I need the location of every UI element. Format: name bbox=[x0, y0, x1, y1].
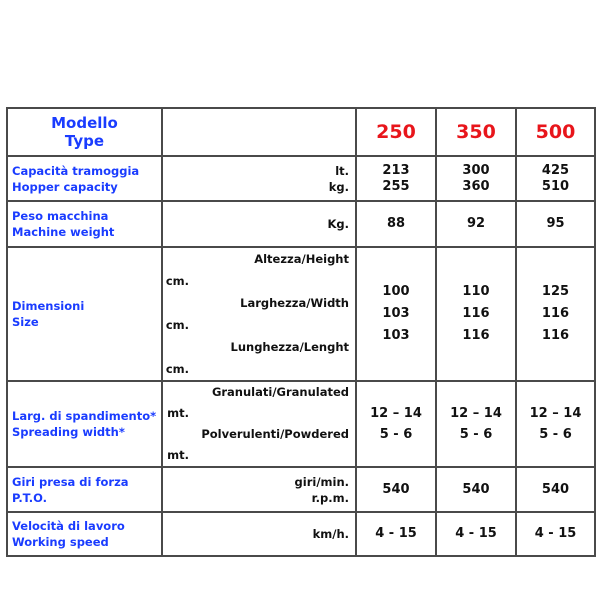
capacity-250 bbox=[356, 156, 436, 201]
spreading-500 bbox=[516, 381, 595, 467]
speed-350: 4 - 15 bbox=[436, 512, 516, 556]
capacity-250-lt: 213 bbox=[382, 162, 410, 178]
model-header-cell bbox=[7, 108, 162, 156]
dimensions-500-height: 125 bbox=[541, 284, 570, 299]
dimension-length bbox=[163, 336, 349, 380]
speed-250: 4 - 15 bbox=[356, 512, 436, 556]
speed-label bbox=[7, 512, 162, 556]
dimension-height-name: Altezza/Height bbox=[254, 252, 349, 266]
dimensions-350 bbox=[436, 247, 516, 381]
spreading-250-granulated: 12 – 14 bbox=[370, 406, 422, 421]
speed-label-en: Working speed bbox=[12, 535, 109, 549]
spreading-granulated-name: Granulati/Granulated bbox=[211, 385, 349, 399]
dimensions-250-length: 103 bbox=[382, 328, 410, 343]
capacity-units bbox=[162, 156, 356, 201]
spreading-350 bbox=[436, 381, 516, 467]
spreading-row bbox=[7, 381, 595, 467]
spreading-350-powdered: 5 - 6 bbox=[459, 427, 493, 442]
dimensions-350-length: 116 bbox=[462, 328, 490, 343]
dimensions-label-it: Dimensioni bbox=[12, 299, 85, 313]
model-label-en: Type bbox=[64, 132, 105, 150]
weight-row bbox=[7, 201, 595, 247]
capacity-500-kg: 510 bbox=[541, 178, 570, 194]
model-label-it: Modello bbox=[51, 114, 118, 132]
weight-label bbox=[7, 201, 162, 247]
capacity-500-lt: 425 bbox=[541, 162, 570, 178]
pto-label-it: Giri presa di forza bbox=[12, 474, 129, 489]
spreading-label-it: Larg. di spandimento* bbox=[12, 409, 157, 423]
speed-unit: km/h. bbox=[162, 512, 356, 556]
spreading-500-granulated: 12 – 14 bbox=[529, 406, 582, 421]
capacity-500 bbox=[516, 156, 595, 201]
pto-350: 540 bbox=[436, 467, 516, 512]
spreading-granulated bbox=[163, 382, 349, 424]
spreading-granulated-unit: mt. bbox=[167, 406, 189, 420]
speed-row bbox=[7, 512, 595, 556]
pto-row bbox=[7, 467, 595, 512]
pto-label-en: P.T.O. bbox=[12, 490, 48, 505]
spreading-powdered bbox=[163, 424, 349, 466]
dimensions-500-width: 116 bbox=[541, 306, 570, 321]
pto-label bbox=[7, 467, 162, 512]
spreading-250-powdered: 5 - 6 bbox=[379, 427, 413, 442]
dimensions-250-height: 100 bbox=[382, 284, 410, 299]
weight-label-it: Peso macchina bbox=[12, 209, 109, 223]
capacity-350-kg: 360 bbox=[462, 178, 490, 194]
capacity-label-it: Capacità tramoggia bbox=[12, 163, 140, 178]
dimension-length-name: Lunghezza/Lenght bbox=[230, 340, 349, 354]
weight-500: 95 bbox=[516, 201, 595, 247]
dimension-length-unit: cm. bbox=[165, 362, 189, 376]
dimension-height bbox=[163, 248, 349, 292]
dimension-width bbox=[163, 292, 349, 336]
spreading-label-en: Spreading width* bbox=[12, 425, 125, 439]
header-row bbox=[7, 108, 595, 156]
model-350: 350 bbox=[436, 108, 516, 156]
capacity-row bbox=[7, 156, 595, 201]
spreading-powdered-unit: mt. bbox=[167, 448, 189, 462]
dimensions-500 bbox=[516, 247, 595, 381]
spreading-250 bbox=[356, 381, 436, 467]
pto-250: 540 bbox=[356, 467, 436, 512]
dimensions-label-en: Size bbox=[12, 315, 39, 329]
pto-unit-giri: giri/min. bbox=[294, 474, 349, 489]
capacity-350 bbox=[436, 156, 516, 201]
dimensions-label bbox=[7, 247, 162, 381]
spreading-units bbox=[162, 381, 356, 467]
spreading-500-powdered: 5 - 6 bbox=[539, 427, 572, 442]
weight-label-en: Machine weight bbox=[12, 225, 115, 239]
dimension-width-unit: cm. bbox=[165, 318, 189, 332]
dimension-height-unit: cm. bbox=[165, 274, 189, 288]
weight-unit: Kg. bbox=[162, 201, 356, 247]
spreading-label bbox=[7, 381, 162, 467]
dimensions-500-length: 116 bbox=[541, 328, 570, 343]
pto-units bbox=[162, 467, 356, 512]
spreading-350-granulated: 12 – 14 bbox=[450, 406, 502, 421]
capacity-unit-kg: kg. bbox=[328, 179, 349, 194]
capacity-350-lt: 300 bbox=[462, 162, 490, 178]
speed-label-it: Velocità di lavoro bbox=[12, 519, 125, 533]
model-500: 500 bbox=[516, 108, 595, 156]
empty-header-cell bbox=[162, 108, 356, 156]
dimensions-250-width: 103 bbox=[382, 306, 410, 321]
spreading-powdered-name: Polverulenti/Powdered bbox=[201, 427, 349, 441]
capacity-250-kg: 255 bbox=[382, 178, 410, 194]
capacity-unit-lt: lt. bbox=[335, 163, 349, 178]
model-250: 250 bbox=[356, 108, 436, 156]
dimensions-350-width: 116 bbox=[462, 306, 490, 321]
weight-350: 92 bbox=[436, 201, 516, 247]
weight-250: 88 bbox=[356, 201, 436, 247]
speed-500: 4 - 15 bbox=[516, 512, 595, 556]
capacity-label bbox=[7, 156, 162, 201]
dimensions-row bbox=[7, 247, 595, 381]
dimensions-350-height: 110 bbox=[462, 284, 490, 299]
pto-unit-rpm: r.p.m. bbox=[311, 490, 349, 505]
dimensions-units bbox=[162, 247, 356, 381]
dimension-width-name: Larghezza/Width bbox=[240, 296, 349, 310]
dimensions-250 bbox=[356, 247, 436, 381]
capacity-label-en: Hopper capacity bbox=[12, 179, 118, 194]
pto-500: 540 bbox=[516, 467, 595, 512]
spec-table bbox=[6, 107, 596, 557]
